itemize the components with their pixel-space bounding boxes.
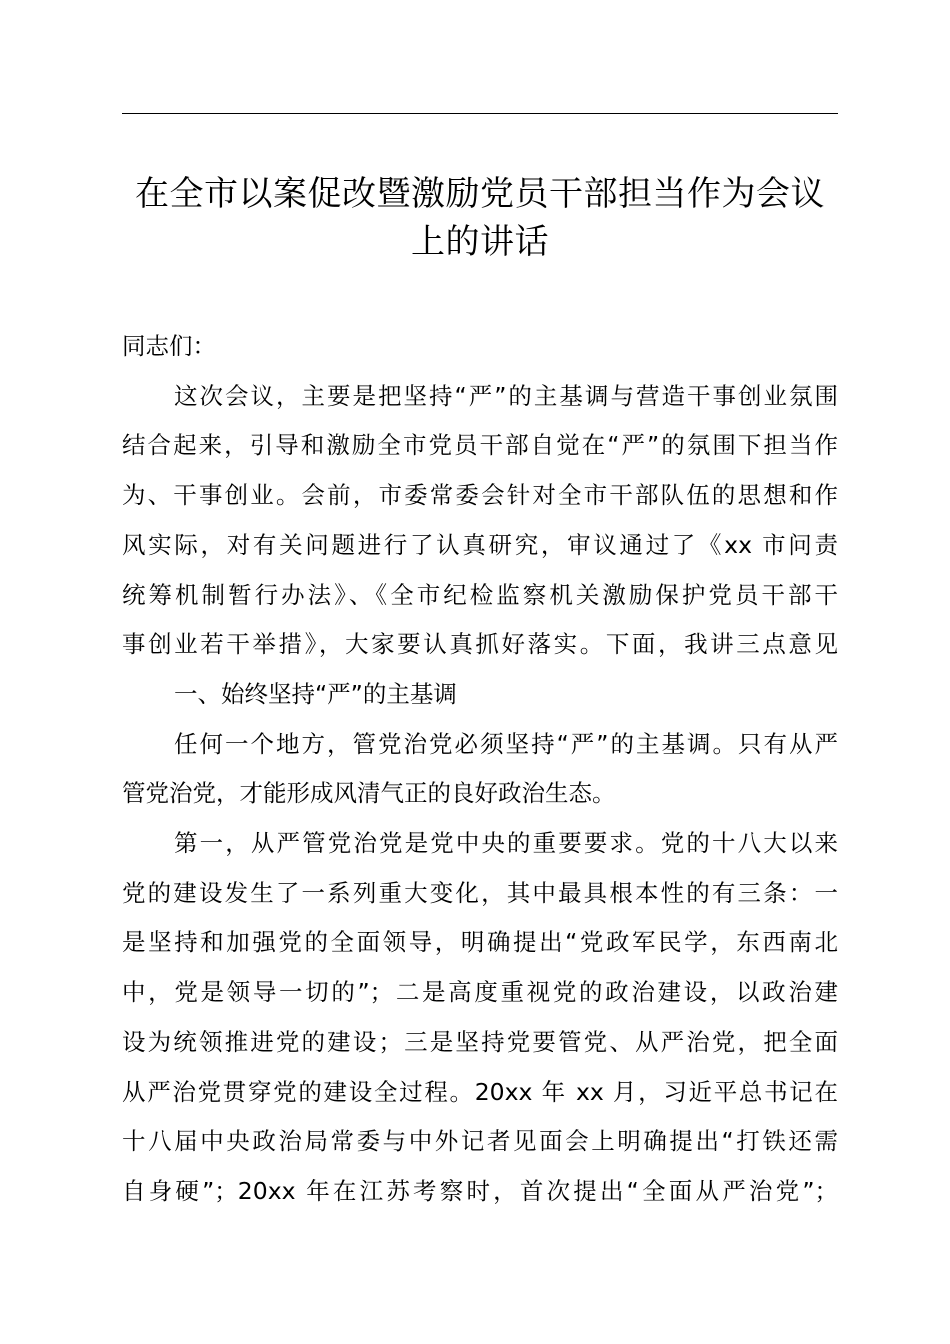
document-body [122, 322, 838, 1217]
paragraph-line: 事创业若干举措》，大家要认真抓好落实。下面，我讲三点意见 [122, 630, 838, 659]
title-line-1: 在全市以案促改暨激励党员干部担当作为会议 [135, 174, 825, 214]
paragraph-line: 这次会议，主要是把坚持“严”的主基调与营造干事创业氛围 [174, 381, 838, 410]
section-heading: 一、始终坚持“严”的主基调 [174, 679, 457, 708]
title-line-2: 上的讲话 [411, 222, 549, 262]
paragraph-line: 党的建设发生了一系列重大变化，其中最具根本性的有三条：一 [122, 878, 838, 907]
paragraph-line: 为、干事创业。会前，市委常委会针对全市干部队伍的思想和作 [122, 481, 838, 510]
document-title [118, 170, 842, 266]
paragraph-line: 管党治党，才能形成风清气正的良好政治生态。 [122, 779, 616, 808]
paragraph-line: 结合起来，引导和激励全市党员干部自觉在“严”的氛围下担当作 [122, 431, 838, 460]
paragraph-line: 自身硬”；20xx 年在江苏考察时，首次提出“全面从严治党”； [122, 1176, 838, 1205]
paragraph-line: 第一，从严管党治党是党中央的重要要求。党的十八大以来 [174, 829, 838, 858]
paragraph-line: 是坚持和加强党的全面领导，明确提出“党政军民学，东西南北 [122, 928, 838, 957]
paragraph-line: 十八届中央政治局常委与中外记者见面会上明确提出“打铁还需 [122, 1127, 838, 1156]
paragraph-line: 任何一个地方，管党治党必须坚持“严”的主基调。只有从严 [174, 729, 838, 758]
paragraph-line: 设为统领推进党的建设；三是坚持党要管党、从严治党，把全面 [122, 1027, 838, 1056]
header-rule [122, 113, 838, 114]
salutation: 同志们： [122, 332, 216, 360]
paragraph-line: 从严治党贯穿党的建设全过程。20xx 年 xx 月，习近平总书记在 [122, 1077, 838, 1106]
paragraph-line: 风实际，对有关问题进行了认真研究，审议通过了《xx 市问责 [122, 530, 838, 559]
paragraph-line: 中，党是领导一切的”；二是高度重视党的政治建设，以政治建 [122, 978, 838, 1007]
paragraph-line: 统筹机制暂行办法》、《全市纪检监察机关激励保护党员干部干 [122, 580, 838, 609]
